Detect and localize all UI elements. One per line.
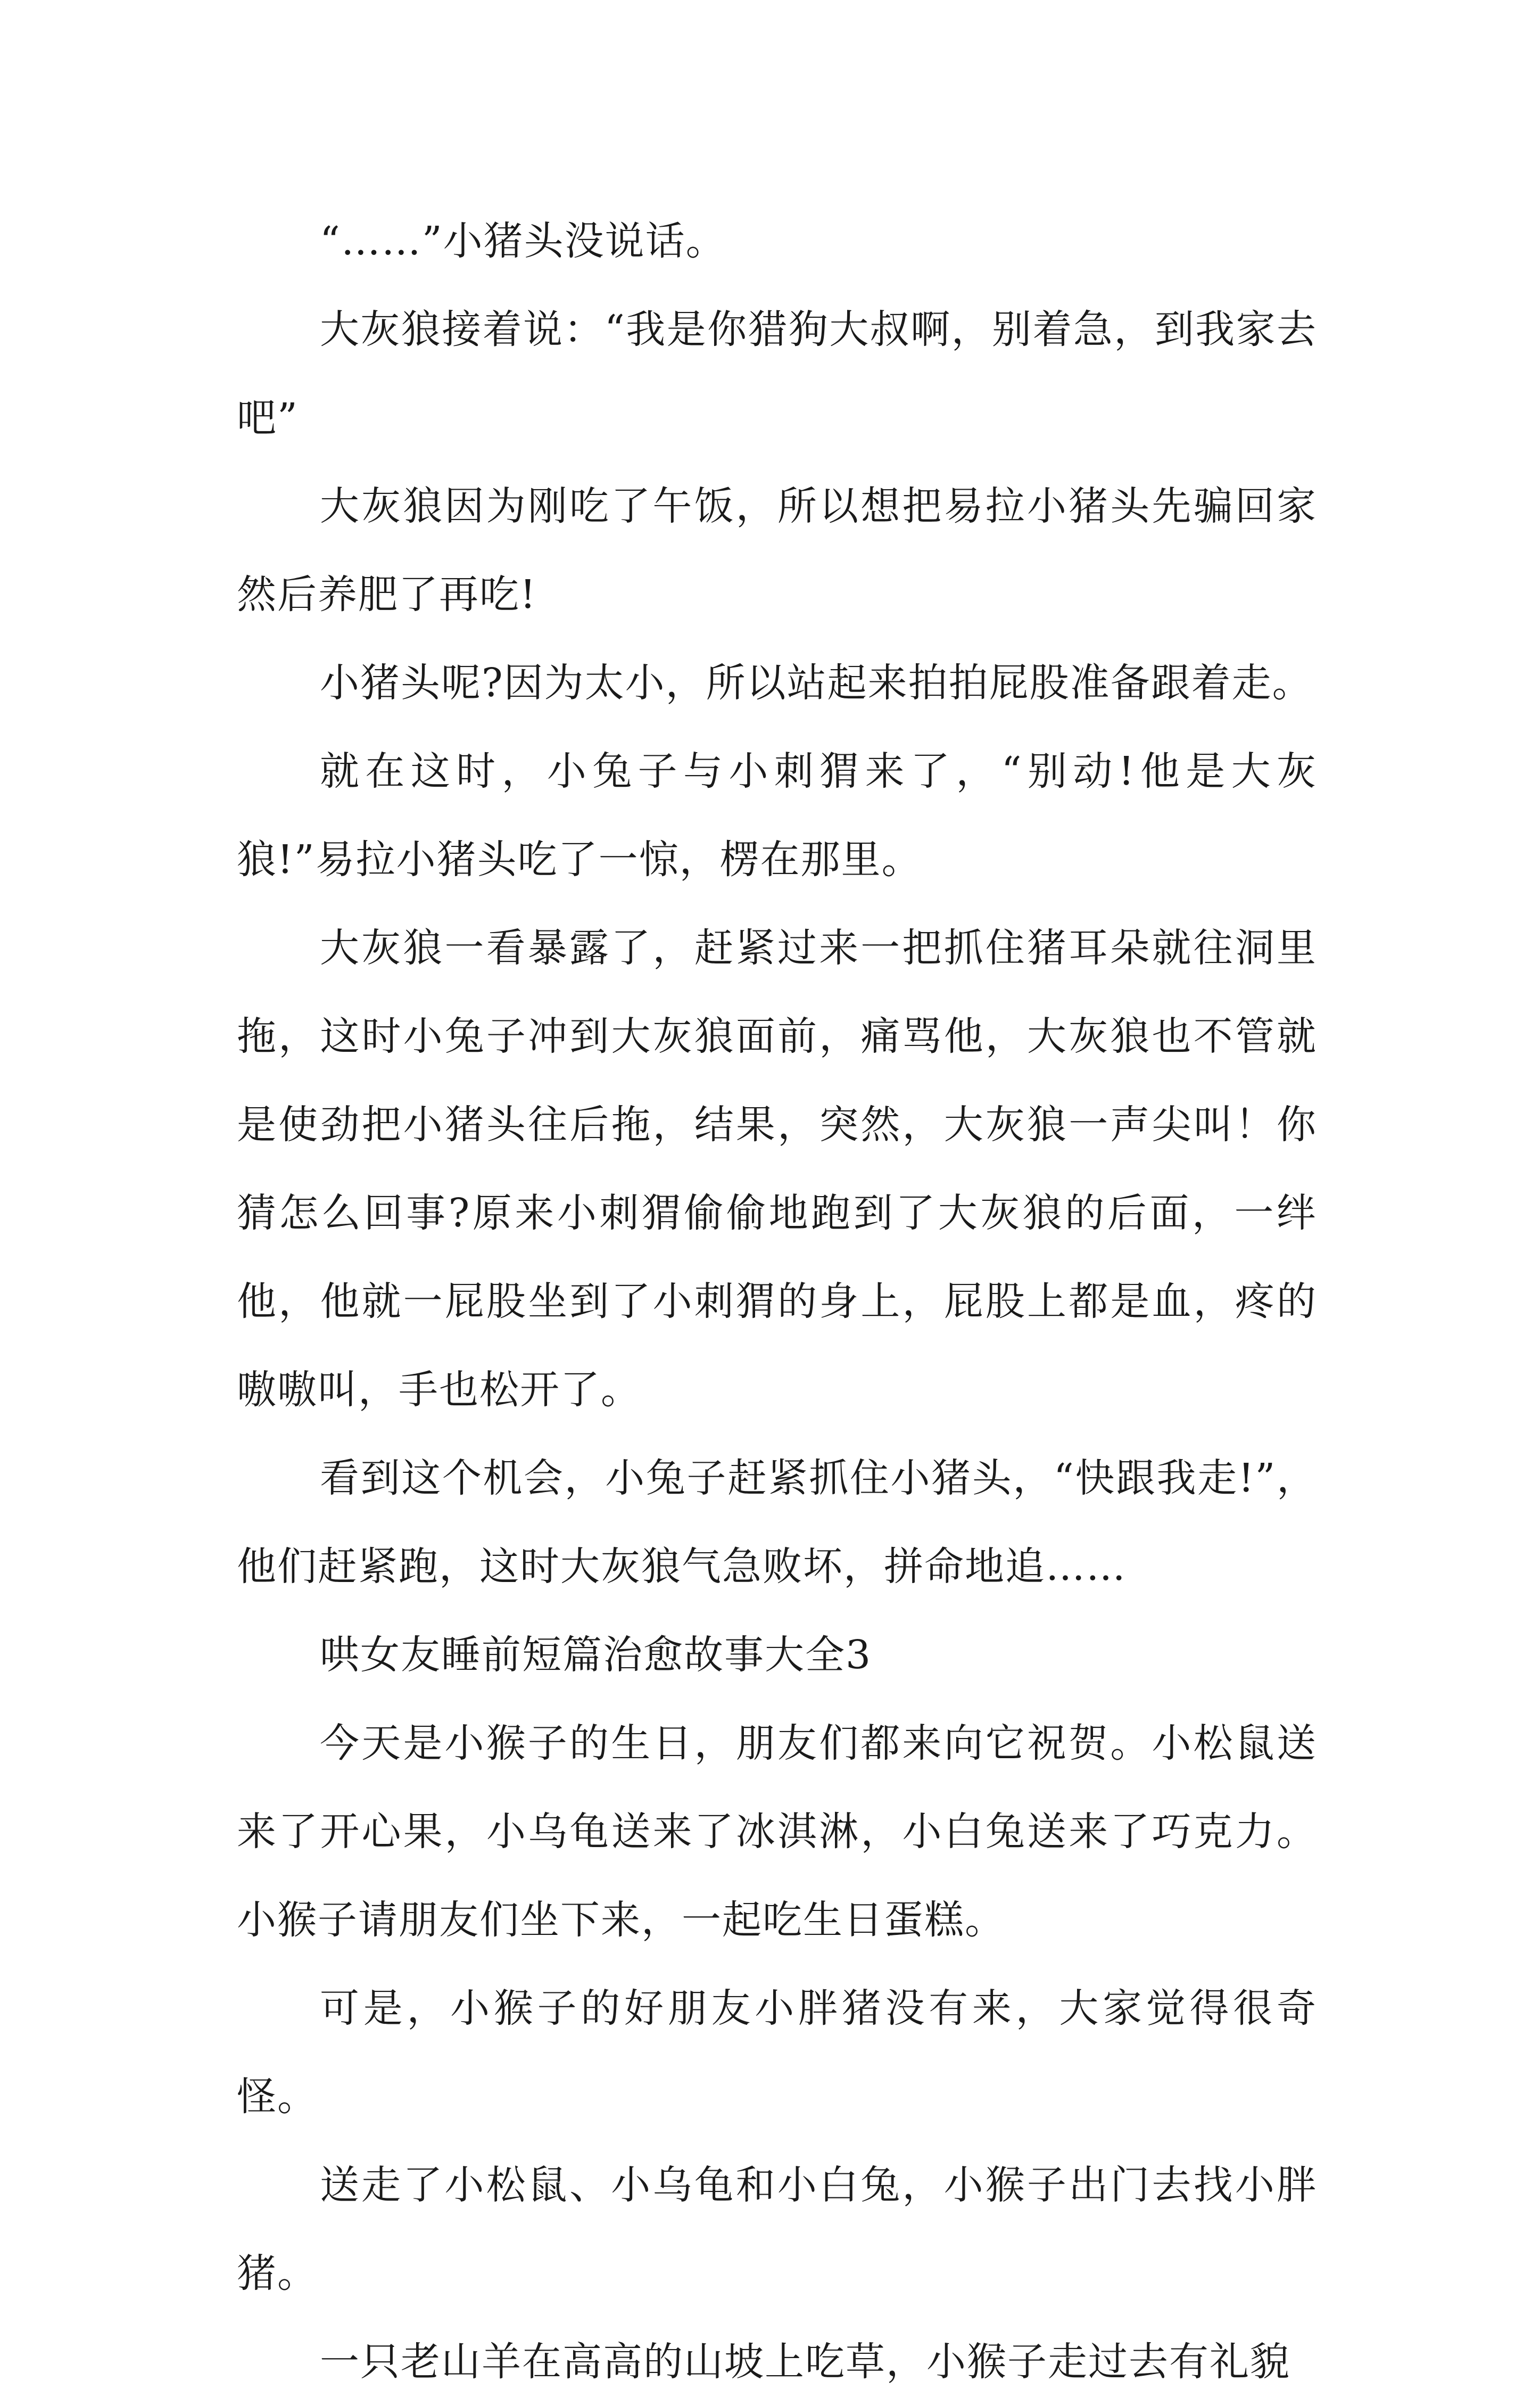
paragraph: 大灰狼因为刚吃了午饭，所以想把易拉小猪头先骗回家然后养肥了再吃! — [237, 483, 1317, 617]
paragraph: 今天是小猴子的生日，朋友们都来向它祝贺。小松鼠送来了开心果，小乌龟送来了冰淇淋，小白兔送来了巧克力。小猴子请朋友们坐下来，一起吃生日蛋糕。 — [237, 1720, 1317, 1943]
document-body — [237, 197, 1317, 2406]
paragraph: 大灰狼一看暴露了，赶紧过来一把抓住猪耳朵就往洞里拖，这时小兔子冲到大灰狼面前，痛骂他，大灰狼也不管就是使劲把小猪头往后拖，结果，突然，大灰狼一声尖叫！你猜怎么回事?原来小刺猬偷偷地跑到了大灰狼的后面，一绊他，他就一屁股坐到了小刺猬的身上，屁股上都是血，疼的嗷嗷叫，手也松开了。 — [237, 925, 1317, 1413]
paragraph: 送走了小松鼠、小乌龟和小白兔，小猴子出门去找小胖猪。 — [237, 2162, 1317, 2296]
paragraph: 小猪头呢?因为太小，所以站起来拍拍屁股准备跟着走。 — [320, 660, 1313, 706]
paragraph: 看到这个机会，小兔子赶紧抓住小猪头，“快跟我走!”，他们赶紧跑，这时大灰狼气急败坏，拼命地追…… — [237, 1455, 1317, 1589]
section-heading: 哄女友睡前短篇治愈故事大全3 — [320, 1632, 872, 1678]
paragraph: 就在这时，小兔子与小刺猬来了，“别动!他是大灰狼!”易拉小猪头吃了一惊，楞在那里。 — [237, 748, 1317, 883]
paragraph: 可是，小猴子的好朋友小胖猪没有来，大家觉得很奇怪。 — [237, 1985, 1317, 2120]
paragraph: 大灰狼接着说：“我是你猎狗大叔啊，别着急，到我家去吧” — [237, 307, 1317, 441]
paragraph: “……”小猪头没说话。 — [320, 218, 726, 264]
paragraph: 一只老山羊在高高的山坡上吃草，小猴子走过去有礼貌 — [320, 2339, 1290, 2385]
